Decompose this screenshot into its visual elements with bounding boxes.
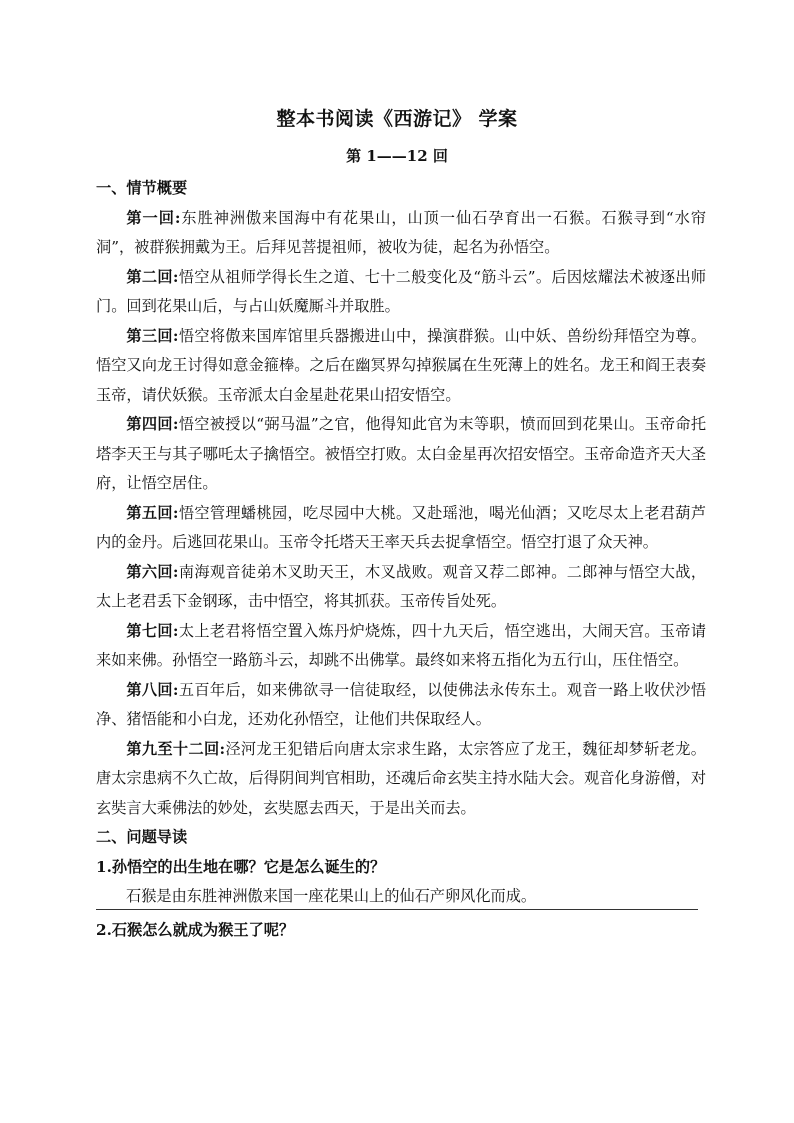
chapter-text: 悟空从祖师学得长生之道、七十二般变化及“筋斗云”。后因炫耀法术被逐出师门。回到花果山后，与占山妖魔厮斗并取胜。 [96,267,707,315]
chapter-text: 悟空被授以“弼马温”之官，他得知此官为末等职，愤而回到花果山。玉帝命托塔李天王与其子哪吒太子擒悟空。被悟空打败。太白金星再次招安悟空。玉帝命造齐天大圣府，让悟空居住。 [96,415,707,492]
chapter-text: 南海观音徒弟木叉助天王，木叉战败。观音又荐二郎神。二郎神与悟空大战，太上老君丢下金钢琢，击中悟空，将其抓获。玉帝传旨处死。 [96,562,707,610]
chapter-text: 泾河龙王犯错后向唐太宗求生路，太宗答应了龙王，魏征却梦斩老龙。唐太宗患病不久亡故，后得阴间判官相助，还魂后命玄奘主持水陆大会。观音化身游僧，对玄奘言大乘佛法的妙处，玄奘愿去西天，于是出关而去。 [96,739,706,817]
chapter-label: 第一回: [126,208,181,227]
chapter-summary-7 [96,617,706,676]
chapter-summary-9-12 [96,735,706,824]
chapter-label: 第八回: [126,680,179,699]
section-heading-plot-summary: 一、情节概要 [96,179,188,197]
chapter-label: 第五回: [126,503,179,522]
chapter-summary-2 [96,263,706,322]
section-heading-guided-questions: 二、问题导读 [96,828,188,846]
chapter-text: 东胜神洲傲来国海中有花果山，山顶一仙石孕育出一石猴。石猴寻到“水帘洞”，被群猴拥戴为王。后拜见菩提祖师，被收为徒，起名为孙悟空。 [96,208,706,256]
document-title: 整本书阅读《西游记》 学案 [276,108,518,130]
chapter-label: 第七回: [126,621,179,640]
chapter-text: 悟空管理蟠桃园，吃尽园中大桃。又赴瑶池，喝光仙酒；又吃尽太上老君葫芦内的金丹。后逃回花果山。玉帝令托塔天王率天兵去捉拿悟空。悟空打退了众天神。 [96,503,707,551]
question-1: 1.孙悟空的出生地在哪？它是怎么诞生的？ [96,857,386,876]
question-2: 2.石猴怎么就成为猴王了呢？ [96,921,295,939]
document-subtitle: 第 1——12 回 [346,147,448,165]
chapter-summary-6 [96,558,706,617]
chapter-text: 五百年后，如来佛欲寻一信徒取经，以使佛法永传东土。观音一路上收伏沙悟净、猪悟能和小白龙，还劝化孙悟空，让他们共保取经人。 [96,680,707,728]
chapter-text: 太上老君将悟空置入炼丹炉烧炼，四十九天后，悟空逃出，大闹天宫。玉帝请来如来佛。孙悟空一路筋斗云，却跳不出佛掌。最终如来将五指化为五行山，压住悟空。 [96,621,707,669]
document-body [96,174,706,946]
chapter-label: 第六回: [126,562,179,581]
chapter-summary-5 [96,499,706,558]
chapter-summary-8 [96,676,706,735]
chapter-label: 第四回: [126,415,179,433]
chapter-summary-1 [96,204,706,263]
chapter-label: 第三回: [126,326,179,345]
chapter-label: 第九至十二回: [126,739,226,758]
chapter-label: 第二回: [126,267,179,286]
answer-line-1: 石猴是由东胜神洲傲来国一座花果山上的仙石产卵风化而成。 [96,883,698,910]
chapter-summary-3 [96,322,706,411]
chapter-summary-4 [96,410,706,499]
chapter-text: 悟空将傲来国库馆里兵器搬进山中，操演群猴。山中妖、兽纷纷拜悟空为尊。悟空又向龙王讨得如意金箍棒。之后在幽冥界勾掉猴属在生死薄上的姓名。龙王和阎王表奏玉帝，请伏妖猴。玉帝派太白金星赴花果山招安悟空。 [96,326,707,404]
